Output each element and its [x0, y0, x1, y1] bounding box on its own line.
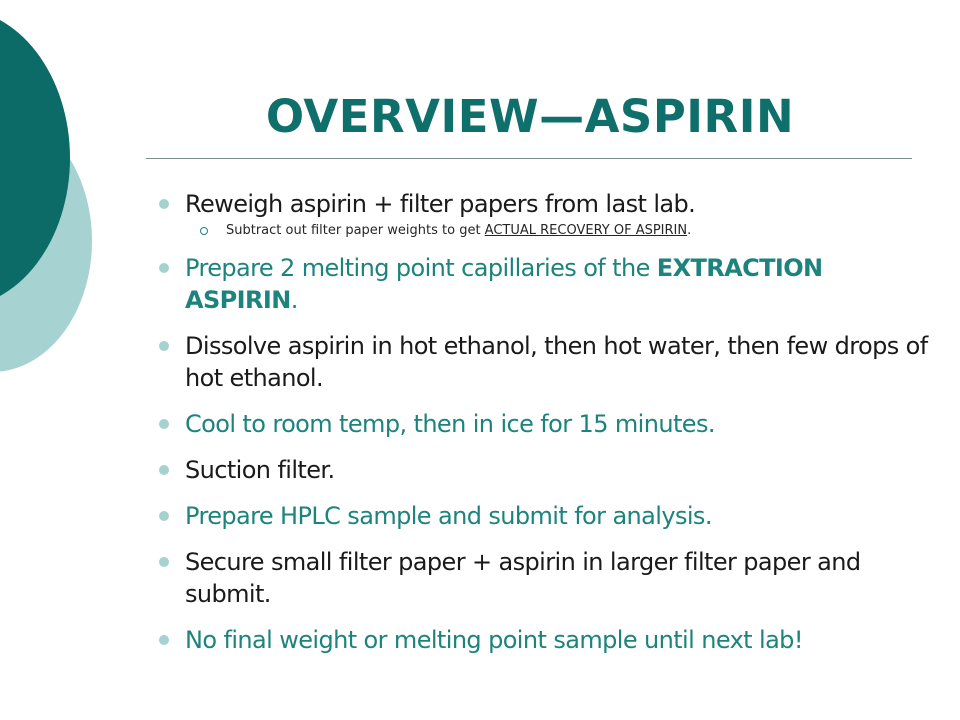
bullet-dot-icon	[159, 199, 169, 209]
bullet-dot-icon	[159, 341, 169, 351]
bullet-text: Prepare 2 melting point capillaries of the	[185, 254, 657, 282]
bullet-dot-icon	[159, 419, 169, 429]
bullet-item-reweigh	[156, 188, 932, 242]
sub-bullet-item-subtract	[185, 220, 932, 242]
bullet-dot-icon	[159, 263, 169, 273]
bullet-dot-icon	[159, 635, 169, 645]
sub-bullet-ring-icon	[200, 227, 208, 235]
bullet-item-cool	[156, 408, 932, 440]
bullet-item-suction-filter	[156, 454, 932, 486]
sub-bullet-period: .	[687, 223, 692, 238]
bullet-strong-text: EXTRACTION ASPIRIN	[185, 254, 823, 314]
bullet-period: .	[290, 286, 298, 314]
bullet-text: Cool to room temp, then in ice for 15 minutes.	[185, 410, 715, 438]
bullet-item-dissolve	[156, 330, 932, 394]
bullet-text: Reweigh aspirin + filter papers from last lab.	[185, 190, 696, 218]
title-divider	[146, 158, 912, 159]
bullet-item-no-final-weight	[156, 624, 932, 656]
bullet-text: Dissolve aspirin in hot ethanol, then hot water, then few drops of hot ethanol.	[185, 332, 928, 392]
bullet-text: Prepare HPLC sample and submit for analysis.	[185, 502, 712, 530]
bullet-text: Suction filter.	[185, 456, 335, 484]
bullet-dot-icon	[159, 511, 169, 521]
sub-bullet-list	[185, 220, 932, 242]
bullet-text: No final weight or melting point sample until next lab!	[185, 626, 803, 654]
sub-bullet-underlined-text: ACTUAL RECOVERY OF ASPIRIN	[484, 223, 688, 238]
bullet-item-hplc	[156, 500, 932, 532]
bullet-text: Secure small filter paper + aspirin in larger filter paper and submit.	[185, 548, 861, 608]
bullet-item-prepare-capillaries	[156, 252, 932, 316]
bullet-dot-icon	[159, 557, 169, 567]
slide-title: OVERVIEW—ASPIRIN	[265, 90, 795, 143]
sub-bullet-text: Subtract out filter paper weights to get	[226, 223, 485, 238]
bullet-list	[156, 188, 932, 670]
bullet-item-secure-paper	[156, 546, 932, 610]
bullet-dot-icon	[159, 465, 169, 475]
